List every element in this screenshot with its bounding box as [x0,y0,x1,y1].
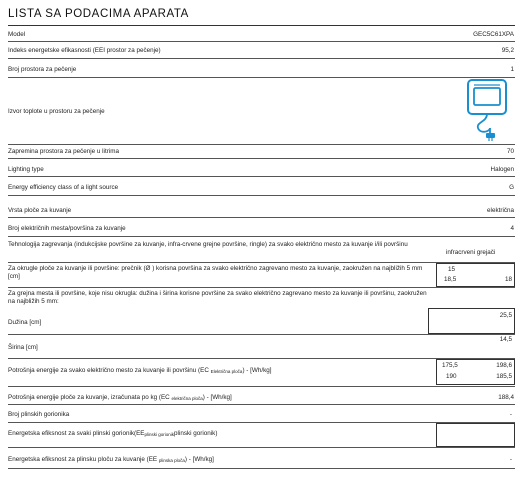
heat-source-label: Izvor toplote u prostoru za pečenje [8,108,105,115]
zone-energy-label: Potrošnja energije za svako električno mesto za kuvanje ili površinu (EC $_{Električna ploča}$) - [Wh/kg] [8,367,272,374]
hob-energy-value: 188,4 [498,394,514,401]
row-divider [8,447,515,448]
round-zone-value: 18 [504,276,512,283]
title-divider [8,25,515,26]
eei-label: Indeks energetske efikasnosti (EEI prostor za pečenje) [8,47,161,54]
row-divider [8,41,515,42]
zones-count-label: Broj električnih mesta/površina za kuvanje [8,225,126,232]
row-divider [8,176,515,177]
row-divider [8,236,515,237]
cavity-count-value: 1 [510,66,514,73]
zone-energy-value: 198,6 [496,362,512,369]
row-divider [8,195,515,196]
length-label: Dužina [cm] [8,319,42,326]
hob-energy-label: Potrošnja energije ploče za kuvanje, izračunata po kg (EC $_{električna ploča}$) - [Wh/kg] [8,394,232,401]
row-divider [8,77,515,78]
row-divider [8,386,515,387]
volume-value: 70 [506,148,514,155]
lighting-value: Halogen [490,166,514,173]
zone-energy-value: 190 [446,373,457,380]
hob-type-label: Vrsta ploče za kuvanje [8,207,72,214]
zone-energy-value: 175,5 [442,362,458,369]
eei-value: 95,2 [501,47,514,54]
row-divider [8,58,515,59]
electric-oven-icon [466,78,508,142]
light-class-label: Energy efficiency class of a light source [8,184,119,191]
row-divider [8,144,515,145]
cavity-count-label: Broj prostora za pečenje [8,66,77,73]
row-divider [8,404,515,405]
heating-tech-label: Tehnologija zagrevanja (indukcijske površine za kuvanje, infra-crvene grejne površine, ringle) za svako električno mesto za kuvanje i/ili površinu [8,241,408,248]
width-label: Širina [cm] [8,344,38,351]
gas-hob-eff-label: Energetska efiksnost za plinsku ploču za kuvanje (EE $_{plinska ploča}$) - [Wh/kg] [8,456,214,463]
row-divider [8,334,515,335]
zones-count-value: 4 [510,225,514,232]
round-zone-value: 18,5 [444,276,457,283]
row-divider [8,217,515,218]
gas-hob-eff-value: - [509,456,512,463]
volume-label: Zapremina prostora za pečenje u litrima [8,148,119,155]
row-divider [8,158,515,159]
round-zones-label: Za okrugle ploče za kuvanje ili površine: prečnik (Ø ) korisna površina za svako električno zagrevano mesto za kuvanje, zaokružen na najbližih 5 mm [cm] [8,265,423,280]
model-value: GEC5C61XPA [473,31,514,38]
gas-eff-label: Energetska efiksnost za svaki plinski $gorionik(EE_{plinski gorionik}plinski$ gorionik) [8,430,218,437]
nonround-label: Za grejna mesta ili površine, koje nisu okrugla: dužina i širina korisne površine za svako električno zagrevano mesto za kuvanje ili površinu, zaokružen na najbližih 5 mm: [8,290,427,305]
round-zone-value: 15 [448,266,456,273]
length-value: 25,5 [499,312,512,319]
gas-burners-value: - [509,411,512,418]
page-title: LISTA SA PODACIMA APARATA [8,8,189,20]
zone-energy-value: 185,5 [496,373,512,380]
gas-burners-label: Broj plinskih gorionika [8,411,70,418]
model-label: Model [8,31,26,38]
width-value: 14,5 [499,336,512,343]
light-class-value: G [509,184,514,191]
gas-eff-box [436,423,515,447]
lighting-label: Lighting type [8,166,44,173]
row-divider [8,287,515,288]
heating-tech-value: infracrveni grejači [446,249,496,256]
hob-type-value: električna [487,207,514,214]
row-divider [8,468,515,469]
